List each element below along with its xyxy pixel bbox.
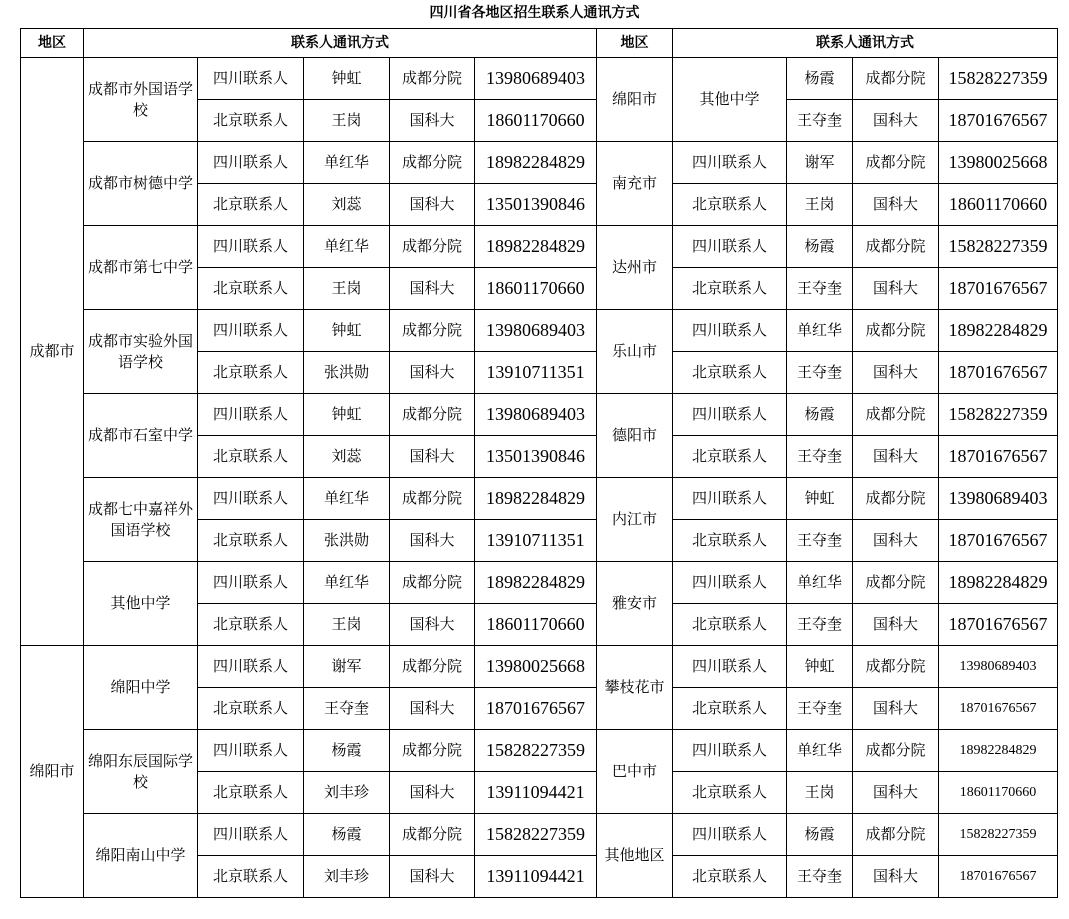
table-row (21, 814, 1058, 856)
school-cell: 绵阳东辰国际学校 (84, 730, 198, 814)
contact-phone-cell: 13980689403 (475, 394, 597, 436)
contact-phone-cell: 15828227359 (475, 730, 597, 772)
table-row (21, 58, 1058, 100)
contact-phone-cell: 18601170660 (475, 604, 597, 646)
contact-role-cell: 四川联系人 (673, 814, 787, 856)
contact-name-cell: 张洪勋 (304, 520, 390, 562)
table-row (21, 562, 1058, 604)
contact-phone-cell: 18701676567 (939, 688, 1058, 730)
contact-name-cell: 张洪勋 (304, 352, 390, 394)
header-contact-right: 联系人通讯方式 (673, 29, 1058, 58)
region-cell: 南充市 (597, 142, 673, 226)
contact-phone-cell: 18701676567 (939, 604, 1058, 646)
contact-phone-cell: 15828227359 (939, 394, 1058, 436)
contact-org-cell: 国科大 (853, 268, 939, 310)
contact-org-cell: 成都分院 (390, 562, 475, 604)
contact-phone-cell: 18601170660 (939, 772, 1058, 814)
contact-name-cell: 王岗 (304, 268, 390, 310)
contact-name-cell: 谢军 (787, 142, 853, 184)
region-cell: 绵阳市 (597, 58, 673, 142)
region-cell: 内江市 (597, 478, 673, 562)
contact-name-cell: 王夺奎 (787, 856, 853, 898)
contact-role-cell: 四川联系人 (198, 730, 304, 772)
contact-role-cell: 四川联系人 (198, 646, 304, 688)
region-cell: 成都市 (21, 58, 84, 646)
contact-name-cell: 王岗 (304, 604, 390, 646)
contact-name-cell: 单红华 (787, 310, 853, 352)
contact-name-cell: 王夺奎 (304, 688, 390, 730)
contact-name-cell: 王岗 (304, 100, 390, 142)
contact-phone-cell: 18982284829 (475, 226, 597, 268)
contact-role-cell: 北京联系人 (198, 268, 304, 310)
contact-name-cell: 单红华 (304, 142, 390, 184)
contact-name-cell: 王夺奎 (787, 268, 853, 310)
contact-phone-cell: 18982284829 (939, 310, 1058, 352)
contact-org-cell: 成都分院 (853, 730, 939, 772)
contact-org-cell: 成都分院 (853, 562, 939, 604)
contact-phone-cell: 18701676567 (939, 268, 1058, 310)
contact-table-body (21, 29, 1058, 898)
contact-role-cell: 四川联系人 (198, 814, 304, 856)
contact-role-cell: 四川联系人 (673, 226, 787, 268)
contact-phone-cell: 15828227359 (939, 58, 1058, 100)
school-cell: 成都市石室中学 (84, 394, 198, 478)
region-cell: 德阳市 (597, 394, 673, 478)
contact-phone-cell: 18701676567 (939, 436, 1058, 478)
table-row (21, 310, 1058, 352)
contact-role-cell: 四川联系人 (198, 226, 304, 268)
region-cell: 绵阳市 (21, 646, 84, 898)
header-region-left: 地区 (21, 29, 84, 58)
school-cell: 其他中学 (84, 562, 198, 646)
table-row (21, 226, 1058, 268)
contact-org-cell: 国科大 (853, 100, 939, 142)
contact-phone-cell: 18982284829 (475, 562, 597, 604)
contact-role-cell: 北京联系人 (198, 772, 304, 814)
contact-name-cell: 单红华 (304, 562, 390, 604)
contact-name-cell: 杨霞 (787, 58, 853, 100)
contact-name-cell: 单红华 (304, 478, 390, 520)
contact-name-cell: 单红华 (787, 562, 853, 604)
contact-role-cell: 北京联系人 (198, 436, 304, 478)
contact-org-cell: 国科大 (853, 856, 939, 898)
contact-org-cell: 成都分院 (390, 730, 475, 772)
contact-org-cell: 成都分院 (390, 226, 475, 268)
contact-role-cell: 北京联系人 (673, 688, 787, 730)
contact-role-cell: 四川联系人 (673, 478, 787, 520)
school-cell: 绵阳南山中学 (84, 814, 198, 898)
table-row (21, 646, 1058, 688)
contact-name-cell: 王岗 (787, 772, 853, 814)
contact-org-cell: 国科大 (390, 856, 475, 898)
contact-org-cell: 国科大 (390, 100, 475, 142)
contact-org-cell: 成都分院 (390, 58, 475, 100)
contact-role-cell: 四川联系人 (198, 58, 304, 100)
contact-role-cell: 四川联系人 (673, 310, 787, 352)
contact-org-cell: 成都分院 (853, 142, 939, 184)
contact-name-cell: 刘蕊 (304, 436, 390, 478)
contact-phone-cell: 15828227359 (939, 814, 1058, 856)
page-title: 四川省各地区招生联系人通讯方式 (429, 5, 640, 21)
contact-phone-cell: 13910711351 (475, 352, 597, 394)
header-row (21, 29, 1058, 58)
school-cell: 成都市外国语学校 (84, 58, 198, 142)
contact-role-cell: 四川联系人 (673, 730, 787, 772)
contact-phone-cell: 18982284829 (475, 142, 597, 184)
region-cell: 雅安市 (597, 562, 673, 646)
table-row (21, 394, 1058, 436)
contact-phone-cell: 18701676567 (939, 100, 1058, 142)
contact-org-cell: 国科大 (853, 352, 939, 394)
contact-phone-cell: 18701676567 (939, 856, 1058, 898)
contact-org-cell: 成都分院 (853, 646, 939, 688)
header-contact-left: 联系人通讯方式 (84, 29, 597, 58)
contact-org-cell: 国科大 (390, 520, 475, 562)
contact-org-cell: 国科大 (390, 604, 475, 646)
contact-name-cell: 钟虹 (304, 58, 390, 100)
contact-role-cell: 北京联系人 (673, 352, 787, 394)
contact-role-cell: 北京联系人 (673, 856, 787, 898)
school-cell: 成都市第七中学 (84, 226, 198, 310)
table-row (21, 478, 1058, 520)
contact-role-cell: 北京联系人 (673, 184, 787, 226)
contact-name-cell: 杨霞 (304, 814, 390, 856)
contact-org-cell: 成都分院 (853, 814, 939, 856)
table-row (21, 142, 1058, 184)
contact-phone-cell: 13980689403 (475, 310, 597, 352)
region-cell: 攀枝花市 (597, 646, 673, 730)
contact-name-cell: 钟虹 (304, 394, 390, 436)
contact-org-cell: 成都分院 (390, 646, 475, 688)
contact-org-cell: 国科大 (390, 772, 475, 814)
contact-org-cell: 成都分院 (853, 226, 939, 268)
region-cell: 乐山市 (597, 310, 673, 394)
contact-org-cell: 国科大 (853, 436, 939, 478)
contact-org-cell: 国科大 (390, 268, 475, 310)
contact-role-cell: 北京联系人 (198, 688, 304, 730)
contact-org-cell: 国科大 (390, 436, 475, 478)
contact-name-cell: 杨霞 (787, 814, 853, 856)
contact-org-cell: 成都分院 (853, 58, 939, 100)
contact-role-cell: 北京联系人 (673, 436, 787, 478)
contact-org-cell: 成都分院 (390, 478, 475, 520)
contact-name-cell: 杨霞 (787, 394, 853, 436)
table-row (21, 730, 1058, 772)
contact-name-cell: 刘丰珍 (304, 856, 390, 898)
contact-phone-cell: 18982284829 (939, 562, 1058, 604)
contact-name-cell: 刘蕊 (304, 184, 390, 226)
contact-role-cell: 四川联系人 (198, 310, 304, 352)
contact-org-cell: 国科大 (853, 184, 939, 226)
contact-role-cell: 北京联系人 (673, 604, 787, 646)
contact-name-cell: 钟虹 (787, 478, 853, 520)
region-cell: 达州市 (597, 226, 673, 310)
school-cell: 成都市实验外国语学校 (84, 310, 198, 394)
contact-phone-cell: 13911094421 (475, 772, 597, 814)
contact-name-cell: 刘丰珍 (304, 772, 390, 814)
contact-name-cell: 钟虹 (787, 646, 853, 688)
contact-phone-cell: 13980025668 (939, 142, 1058, 184)
contact-role-cell: 四川联系人 (673, 562, 787, 604)
contact-role-cell: 四川联系人 (198, 478, 304, 520)
contact-name-cell: 单红华 (304, 226, 390, 268)
contact-phone-cell: 18601170660 (475, 268, 597, 310)
contact-role-cell: 北京联系人 (198, 604, 304, 646)
contact-role-cell: 四川联系人 (673, 394, 787, 436)
contact-name-cell: 王夺奎 (787, 352, 853, 394)
contact-phone-cell: 13980689403 (475, 58, 597, 100)
contact-org-cell: 成都分院 (390, 394, 475, 436)
contact-name-cell: 钟虹 (304, 310, 390, 352)
contact-role-cell: 北京联系人 (198, 100, 304, 142)
school-cell: 其他中学 (673, 58, 787, 142)
contact-org-cell: 国科大 (853, 604, 939, 646)
school-cell: 成都市树德中学 (84, 142, 198, 226)
contact-name-cell: 王夺奎 (787, 100, 853, 142)
contact-role-cell: 北京联系人 (673, 772, 787, 814)
contact-org-cell: 成都分院 (853, 478, 939, 520)
school-cell: 绵阳中学 (84, 646, 198, 730)
contact-phone-cell: 18982284829 (939, 730, 1058, 772)
contact-name-cell: 王岗 (787, 184, 853, 226)
contact-phone-cell: 18601170660 (939, 184, 1058, 226)
region-cell: 巴中市 (597, 730, 673, 814)
contact-role-cell: 北京联系人 (673, 268, 787, 310)
contact-phone-cell: 13910711351 (475, 520, 597, 562)
school-cell: 成都七中嘉祥外国语学校 (84, 478, 198, 562)
contact-phone-cell: 13501390846 (475, 436, 597, 478)
region-cell: 其他地区 (597, 814, 673, 898)
contact-phone-cell: 13980689403 (939, 478, 1058, 520)
header-region-right: 地区 (597, 29, 673, 58)
contact-name-cell: 王夺奎 (787, 520, 853, 562)
contact-org-cell: 成都分院 (390, 142, 475, 184)
contact-phone-cell: 13980689403 (939, 646, 1058, 688)
contact-org-cell: 成都分院 (390, 814, 475, 856)
contact-phone-cell: 13911094421 (475, 856, 597, 898)
contact-phone-cell: 18701676567 (475, 688, 597, 730)
contact-phone-cell: 13980025668 (475, 646, 597, 688)
contact-name-cell: 单红华 (787, 730, 853, 772)
contact-org-cell: 成都分院 (853, 394, 939, 436)
contact-name-cell: 王夺奎 (787, 604, 853, 646)
contact-role-cell: 北京联系人 (673, 520, 787, 562)
contact-org-cell: 成都分院 (390, 310, 475, 352)
contact-role-cell: 四川联系人 (198, 394, 304, 436)
contact-role-cell: 四川联系人 (198, 562, 304, 604)
contact-org-cell: 国科大 (390, 352, 475, 394)
contact-role-cell: 北京联系人 (198, 184, 304, 226)
contact-org-cell: 国科大 (853, 772, 939, 814)
contact-name-cell: 杨霞 (787, 226, 853, 268)
contact-name-cell: 谢军 (304, 646, 390, 688)
contact-org-cell: 成都分院 (853, 310, 939, 352)
contact-name-cell: 杨霞 (304, 730, 390, 772)
contact-phone-cell: 18701676567 (939, 520, 1058, 562)
contact-role-cell: 四川联系人 (673, 646, 787, 688)
contact-phone-cell: 18701676567 (939, 352, 1058, 394)
contact-org-cell: 国科大 (390, 184, 475, 226)
contact-table (20, 28, 1058, 898)
contact-phone-cell: 18982284829 (475, 478, 597, 520)
contact-name-cell: 王夺奎 (787, 688, 853, 730)
contact-name-cell: 王夺奎 (787, 436, 853, 478)
contact-role-cell: 四川联系人 (198, 142, 304, 184)
contact-phone-cell: 15828227359 (475, 814, 597, 856)
contact-role-cell: 北京联系人 (198, 856, 304, 898)
contact-role-cell: 北京联系人 (198, 520, 304, 562)
contact-org-cell: 国科大 (853, 520, 939, 562)
contact-role-cell: 北京联系人 (198, 352, 304, 394)
contact-phone-cell: 13501390846 (475, 184, 597, 226)
contact-role-cell: 四川联系人 (673, 142, 787, 184)
contact-org-cell: 国科大 (853, 688, 939, 730)
contact-phone-cell: 15828227359 (939, 226, 1058, 268)
contact-org-cell: 国科大 (390, 688, 475, 730)
contact-phone-cell: 18601170660 (475, 100, 597, 142)
